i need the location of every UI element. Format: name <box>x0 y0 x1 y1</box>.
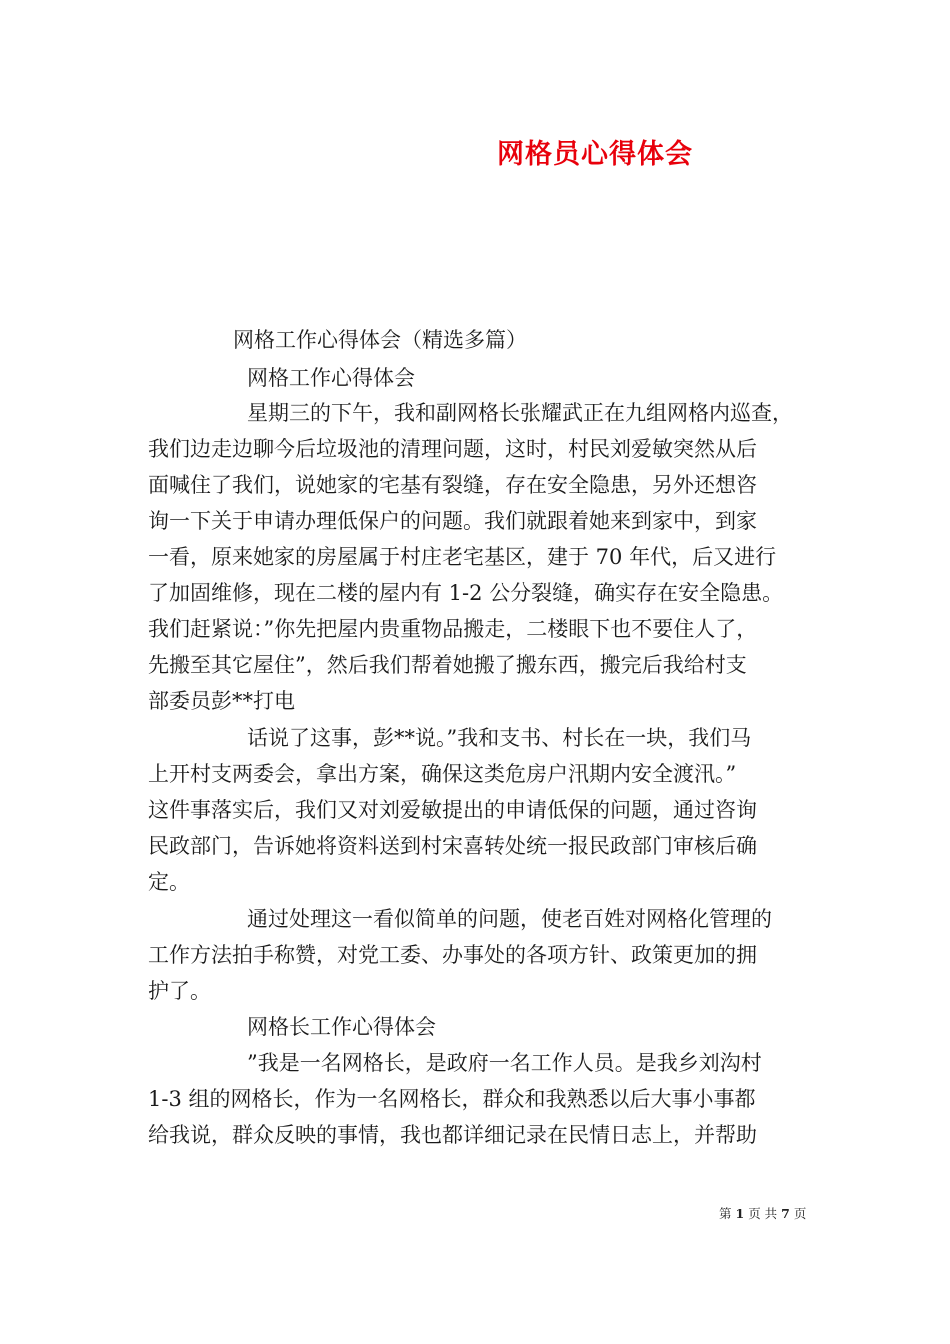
paragraph-line: 先搬至其它屋住”，然后我们帮着她搬了搬东西，搬完后我给村支 <box>148 653 747 677</box>
paragraph-line: 话说了这事，彭**说。”我和支书、村长在一块，我们马 <box>247 726 752 750</box>
paragraph-line: 部委员彭**打电 <box>148 689 295 713</box>
section-heading: 网格工作心得体会 <box>247 366 415 390</box>
paragraph-line: 工作方法拍手称赞，对党工委、办事处的各项方针、政策更加的拥 <box>148 943 757 967</box>
paragraph-line: 这件事落实后，我们又对刘爱敏提出的申请低保的问题，通过咨询 <box>148 798 757 822</box>
paragraph-line: 一看，原来她家的房屋属于村庄老宅基区，建于 70 年代，后又进行 <box>148 545 777 569</box>
paragraph-line: 星期三的下午，我和副网格长张耀武正在九组网格内巡查， <box>247 401 793 425</box>
footer-prefix: 第 <box>719 1206 732 1221</box>
document-title: 网格员心得体会 <box>497 139 693 170</box>
paragraph-line: 了加固维修，现在二楼的屋内有 1-2 公分裂缝，确实存在安全隐患。 <box>148 581 784 605</box>
paragraph-line: 护了。 <box>148 979 211 1003</box>
paragraph-line: 给我说，群众反映的事情，我也都详细记录在民情日志上，并帮助 <box>148 1123 757 1147</box>
paragraph-line: 定。 <box>148 870 190 894</box>
paragraph-line: 民政部门，告诉她将资料送到村宋喜转处统一报民政部门审核后确 <box>148 834 757 858</box>
paragraph-line: 我们边走边聊今后垃圾池的清理问题，这时，村民刘爱敏突然从后 <box>148 437 757 461</box>
paragraph-line: 面喊住了我们，说她家的宅基有裂缝，存在安全隐患，另外还想咨 <box>148 473 757 497</box>
page-footer <box>719 1204 806 1222</box>
footer-page-number: 1 <box>735 1206 745 1221</box>
footer-suffix: 页 <box>793 1206 807 1221</box>
paragraph-line: 1-3 组的网格长，作为一名网格长，群众和我熟悉以后大事小事都 <box>148 1087 756 1111</box>
paragraph-line: ”我是一名网格长，是政府一名工作人员。是我乡刘沟村 <box>247 1051 762 1075</box>
paragraph-line: 询一下关于申请办理低保户的问题。我们就跟着她来到家中，到家 <box>148 509 757 533</box>
paragraph-line: 上开村支两委会，拿出方案，确保这类危房户汛期内安全渡汛。” <box>148 762 737 786</box>
paragraph-line: 通过处理这一看似简单的问题，使老百姓对网格化管理的 <box>247 907 772 931</box>
footer-total-pages: 7 <box>781 1206 790 1221</box>
paragraph-line: 我们赶紧说：”你先把屋内贵重物品搬走，二楼眼下也不要住人了， <box>148 617 758 641</box>
subtitle-line: 网格工作心得体会（精选多篇） <box>233 328 527 352</box>
section-heading: 网格长工作心得体会 <box>247 1015 436 1039</box>
footer-middle: 页 共 <box>748 1206 778 1221</box>
